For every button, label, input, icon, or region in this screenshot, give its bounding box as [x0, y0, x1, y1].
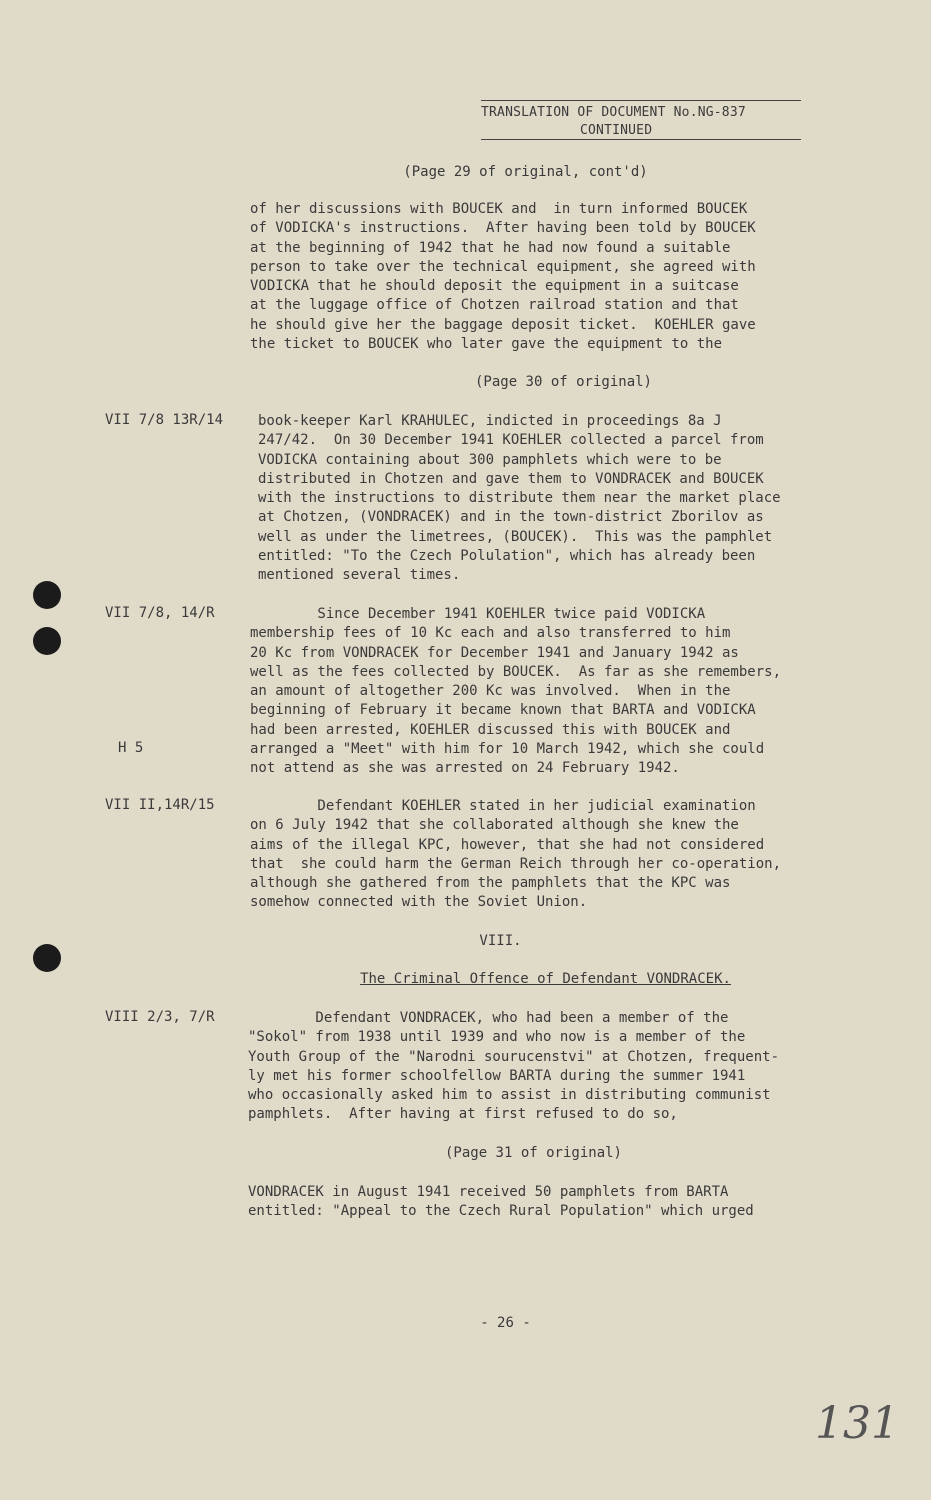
page-number: - 26 -	[480, 1315, 531, 1331]
page-mark-29: (Page 29 of original, cont'd)	[403, 164, 648, 180]
punch-hole-1	[33, 581, 61, 609]
punch-hole-2	[33, 627, 61, 655]
margin-note-5: VIII 2/3, 7/R	[105, 1009, 215, 1025]
margin-note-3: H 5	[118, 740, 144, 756]
page-mark-30: (Page 30 of original)	[474, 374, 652, 390]
section-title: The Criminal Offence of Defendant VONDRACEK.	[360, 971, 731, 987]
paragraph-1: of her discussions with BOUCEK and in turn informed BOUCEK of VODICKA's instructions. After having been told by BOUCEK at the beginning of 1942 that he had now found a suitable person to take over the technical equipment, she agreed with VODICKA that he should deposit the equipment in a suitcase at the luggage office of Chotzen railroad station and that he should give her the baggage deposit ticket. KOEHLER gave the ticket to BOUCEK who later gave the equipment to the	[250, 201, 756, 353]
margin-note-4: VII II,14R/15	[105, 797, 215, 813]
header-rule-top	[481, 100, 801, 101]
header-title: TRANSLATION OF DOCUMENT No.NG-837	[481, 105, 746, 120]
paragraph-2: book-keeper Karl KRAHULEC, indicted in proceedings 8a J 247/42. On 30 December 1941 KOEHLER collected a parcel from VODICKA containing about 300 pamphlets which were to be distributed in Chotzen and gave them to VONDRACEK and BOUCEK with the instructions to distribute them near the market place at Chotzen, (VONDRACEK) and in the town-district Zborilov as well as under the limetrees, (BOUCEK). This was the pamphlet entitled: "To the Czech Polulation", which has already been mentioned several times.	[258, 413, 781, 584]
header-continued: CONTINUED	[580, 123, 653, 138]
header-rule-bottom	[481, 139, 801, 140]
paragraph-4: Defendant KOEHLER stated in her judicial examination on 6 July 1942 that she collaborated although she knew the aims of the illegal KPC, however, that she had not considered that she could harm the German Reich through her co-operation, although she gathered from the pamphlets that the KPC was somehow connected with the Soviet Union.	[250, 798, 782, 911]
section-number: VIII.	[479, 933, 522, 949]
margin-note-1: VII 7/8 13R/14	[105, 412, 224, 428]
paragraph-3: Since December 1941 KOEHLER twice paid VODICKA membership fees of 10 Kc each and also transferred to him 20 Kc from VONDRACEK for December 1941 and January 1942 as well as the fees collected by BOUCEK. As far as she remembers, an amount of altogether 200 Kc was involved. When in the beginning of February it became known that BARTA and VODICKA had been arrested, KOEHLER discussed this with BOUCEK and arranged a "Meet" with him for 10 March 1942, which she could not attend as she was arrested on 24 February 1942.	[250, 606, 782, 777]
margin-note-2: VII 7/8, 14/R	[105, 605, 215, 621]
handwritten-number: 131	[815, 1398, 899, 1449]
page-mark-31: (Page 31 of original)	[444, 1145, 622, 1161]
paragraph-5: Defendant VONDRACEK, who had been a member of the "Sokol" from 1938 until 1939 and who now is a member of the Youth Group of the "Narodni sourucenstvi" at Chotzen, frequent- ly met his former schoolfellow BARTA during the summer 1941 who occasionally asked him to assist in distributing communist pamphlets. After having at first refused to do so,	[248, 1010, 780, 1123]
paragraph-6: VONDRACEK in August 1941 received 50 pamphlets from BARTA entitled: "Appeal to the Czech Rural Population" which urged	[248, 1184, 754, 1220]
